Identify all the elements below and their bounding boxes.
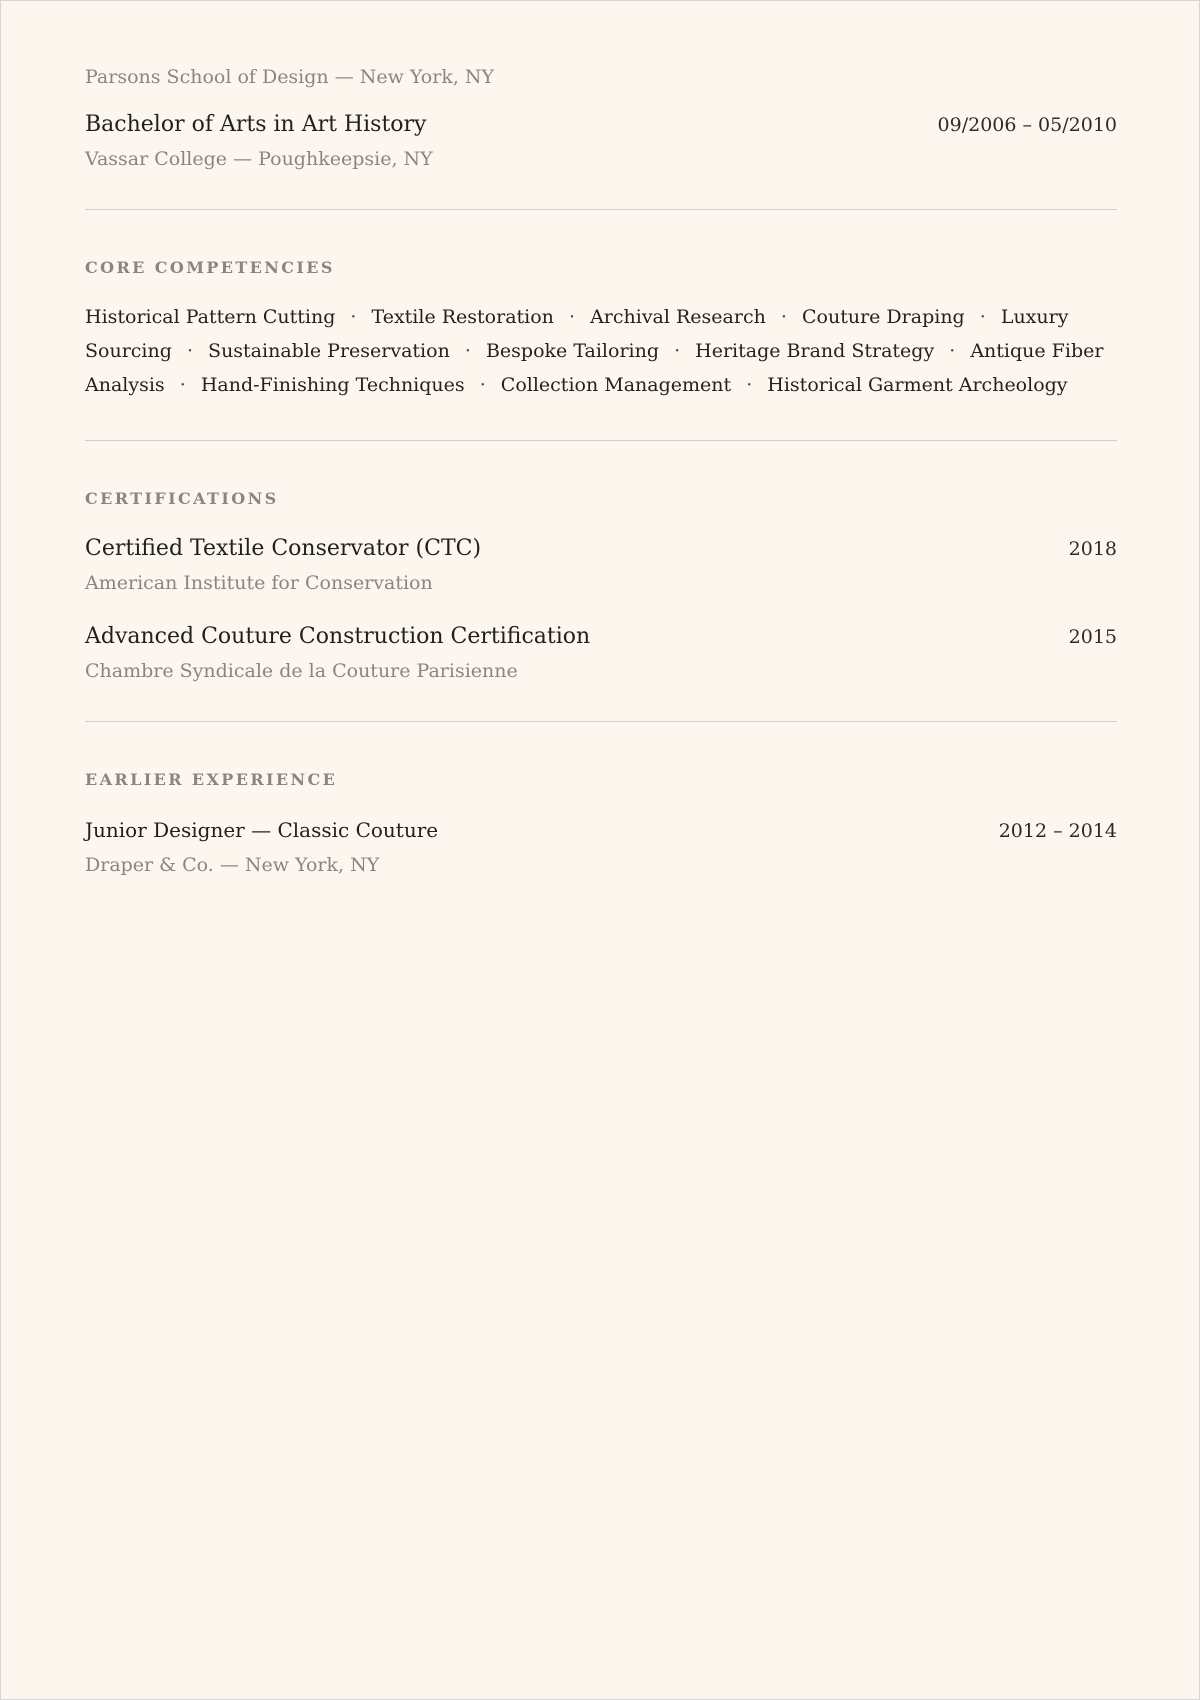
education-entry-header xyxy=(85,107,1117,143)
competencies-section xyxy=(85,256,1117,402)
section-divider xyxy=(85,440,1117,441)
certification-header xyxy=(85,531,1117,567)
competency-separator: · xyxy=(479,374,486,396)
degree-institution: Vassar College — Poughkeepsie, NY xyxy=(85,148,433,170)
competency-item: Textile Restoration xyxy=(371,306,554,328)
competency-item: Hand-Finishing Techniques xyxy=(200,374,465,396)
section-divider xyxy=(85,721,1117,722)
competency-item: Historical Garment Archeology xyxy=(767,374,1068,396)
earlier-experience-section xyxy=(85,768,1117,881)
certification-item xyxy=(85,619,1117,687)
certification-year: 2015 xyxy=(1068,626,1117,648)
competency-item: Antique Fiber Analysis xyxy=(85,340,1104,396)
certifications-section xyxy=(85,487,1117,687)
competency-separator: · xyxy=(568,306,576,328)
experience-header xyxy=(85,812,1117,849)
competency-item: Historical Pattern Cutting xyxy=(85,306,336,328)
degree-title: Bachelor of Arts in Art History xyxy=(85,112,427,137)
certification-title: Advanced Couture Construction Certification xyxy=(85,624,591,649)
certification-item xyxy=(85,531,1117,599)
competency-separator: · xyxy=(179,374,186,396)
competency-item: Archival Research xyxy=(590,306,766,328)
competency-item: Collection Management xyxy=(500,374,732,396)
experience-item xyxy=(85,812,1117,881)
competency-separator: · xyxy=(674,340,681,362)
degree-dates: 09/2006 – 05/2010 xyxy=(937,114,1117,136)
competency-separator: · xyxy=(350,306,357,328)
competency-separator: · xyxy=(979,306,986,328)
competencies-heading: CORE COMPETENCIES xyxy=(85,258,335,277)
earlier-experience-heading: EARLIER EXPERIENCE xyxy=(85,770,338,789)
competency-item: Bespoke Tailoring xyxy=(485,340,660,362)
competency-item: Heritage Brand Strategy xyxy=(695,340,935,362)
competency-item: Luxury Sourcing xyxy=(85,306,1069,362)
competency-separator: · xyxy=(780,306,787,328)
competency-separator: · xyxy=(746,374,753,396)
education-entry xyxy=(85,107,1117,175)
experience-title: Junior Designer — Classic Couture xyxy=(85,818,439,842)
certifications-heading: CERTIFICATIONS xyxy=(85,489,279,508)
section-divider xyxy=(85,209,1117,210)
education-section xyxy=(85,61,1117,175)
experience-company: Draper & Co. — New York, NY xyxy=(85,854,380,876)
competency-item: Sustainable Preservation xyxy=(208,340,450,362)
certification-issuer: American Institute for Conservation xyxy=(85,572,433,594)
resume-content xyxy=(85,61,1117,881)
education-top-institution: Parsons School of Design — New York, NY xyxy=(85,66,495,88)
competency-item: Couture Draping xyxy=(801,306,965,328)
competency-separator: · xyxy=(464,340,471,362)
certification-title: Certified Textile Conservator (CTC) xyxy=(85,536,482,561)
experience-dates: 2012 – 2014 xyxy=(998,820,1117,842)
competency-separator: · xyxy=(949,340,956,362)
competency-separator: · xyxy=(186,340,193,362)
competencies-list xyxy=(85,300,1117,402)
certification-year: 2018 xyxy=(1068,538,1117,560)
certification-issuer: Chambre Syndicale de la Couture Parisienne xyxy=(85,660,518,682)
certification-header xyxy=(85,619,1117,655)
